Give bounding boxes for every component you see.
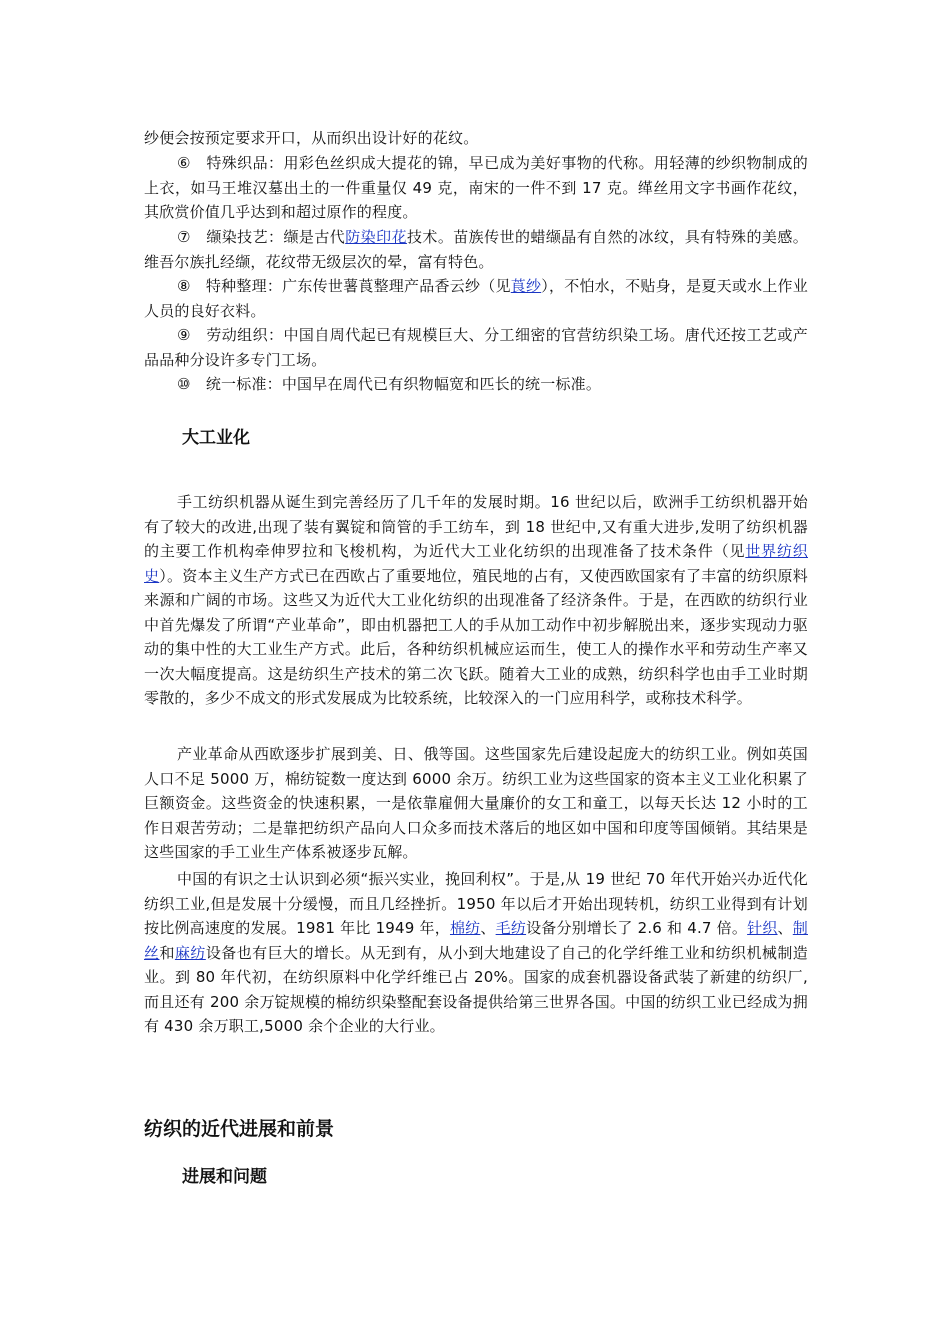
link-knitting[interactable]: 针织 [747, 919, 778, 937]
text: 中国的有识之士认识到必须“振兴实业，挽回利权”。于是,从 19 世纪 70 年代开始兴办近代化纺织工业,但是发展十分缓慢，而且几经挫折。1950 年以后才开始出现转机，纺织工业得到有计划按比例高速度的发展。1981 年比 1949 年， [144, 870, 808, 937]
link-cotton-spinning[interactable]: 棉纺 [449, 919, 481, 937]
section-heading-industrialization: 大工业化 [182, 428, 250, 448]
link-world-textile-history[interactable]: 世界纺织史 [144, 542, 808, 585]
link-wool-spinning[interactable]: 毛纺 [495, 919, 527, 937]
link-liang-sha[interactable]: 莨纱 [510, 277, 542, 295]
text: 设备也有巨大的增长。从无到有，从小到大地建设了自己的化学纤维工业和纺织机械制造业。到 80 年代初，在纺织原料中化学纤维已占 20%。国家的成套机器设备武装了新建的纺织厂,而且还有 200 余万锭规模的棉纺织染整配套设备提供给第三世界各国。中国的纺织工业已经成为拥有 430 余万职工,5000 余个企业的大行业。 [144, 943, 809, 1035]
link-silk-reeling[interactable]: 制丝 [144, 919, 808, 962]
text: 、 [480, 919, 496, 937]
link-resist-printing[interactable]: 防染印花 [345, 228, 407, 246]
paragraph-continuation [144, 126, 808, 151]
paragraph-industrialization-3 [144, 867, 808, 1039]
list-item-6-special-fabrics [144, 151, 808, 225]
text: 纱便会按预定要求开口，从而织出设计好的花纹。 [144, 129, 479, 147]
link-bast-spinning[interactable]: 麻纺 [174, 943, 206, 962]
text: ⑥ 特殊织品：用彩色丝织成大提花的锦，早已成为美好事物的代称。用轻薄的纱织物制成的上衣，如马王堆汉墓出土的一件重量仅 49 克，南宋的一件不到 17 克。缂丝用文字书画作花纹，其欣赏价值几乎达到和超过原作的程度。 [144, 154, 808, 221]
text: ）。资本主义生产方式已在西欧占了重要地位，殖民地的占有，又使西欧国家有了丰富的纺织原料来源和广阔的市场。这些又为近代大工业化纺织的出现准备了经济条件。于是，在西欧的纺织行业中首先爆发了所谓“产业革命”，即由机器把工人的手从加工动作中初步解脱出来，逐步实现动力驱动的集中性的大工业生产方式。此后，各种纺织机械应运而生，使工人的操作水平和劳动生产率又一次大幅度提高。这是纺织生产技术的第二次飞跃。随着大工业的成熟，纺织科学也由手工业时期零散的，多少不成文的形式发展成为比较系统，比较深入的一门应用科学，或称技术科学。 [144, 566, 808, 707]
text: 技术。苗族传世的蜡缬晶有自然的冰纹，具有特殊的美感。维吾尔族扎经缬，花纹带无级层次的晕，富有特色。 [144, 228, 808, 271]
text: 和 [159, 943, 175, 962]
text: ），不怕水，不贴身，是夏天或水上作业人员的良好衣料。 [144, 277, 808, 320]
text: ⑨ 劳动组织：中国自周代起已有规模巨大、分工细密的官营纺织染工场。唐代还按工艺或产品品种分设许多专门工场。 [144, 326, 808, 369]
paragraph-industrialization-1 [144, 490, 808, 711]
paragraph-industrialization-2 [144, 742, 808, 865]
list-item-7-dyeing [144, 225, 808, 274]
list-item-9-labor [144, 323, 808, 372]
text: 手工纺织机器从诞生到完善经历了几千年的发展时期。16 世纪以后，欧洲手工纺织机器开始有了较大的改进,出现了装有翼锭和筒管的手工纺车，到 18 世纪中,又有重大进步,发明了纺织机器的主要工作机构牵伸罗拉和飞梭机构，为近代大工业化纺织的出现准备了技术条件（见 [144, 493, 808, 560]
text: ⑦ 缬染技艺：缬是古代 [177, 228, 346, 246]
subsection-heading-progress-problems: 进展和问题 [182, 1167, 267, 1187]
text: ⑧ 特种整理：广东传世薯莨整理产品香云纱（见 [177, 277, 511, 295]
text: 产业革命从西欧逐步扩展到美、日、俄等国。这些国家先后建设起庞大的纺织工业。例如英国人口不足 5000 万，棉纺锭数一度达到 6000 余万。纺织工业为这些国家的资本主义工业化积累了巨额资金。这些资金的快速积累，一是依靠雇佣大量廉价的女工和童工，以每天长达 12 小时的工作日艰苦劳动；二是靠把纺织产品向人口众多而技术落后的地区如中国和印度等国倾销。其结果是这些国家的手工业生产体系被逐步瓦解。 [144, 745, 808, 861]
list-item-8-finishing [144, 274, 808, 323]
text: 、 [777, 919, 793, 937]
text: 设备分别增长了 2.6 和 4.7 倍。 [526, 919, 748, 937]
text: ⑩ 统一标准：中国早在周代已有织物幅宽和匹长的统一标准。 [177, 375, 602, 393]
section-heading-modern-progress: 纺织的近代进展和前景 [144, 1118, 335, 1140]
list-item-10-standards [144, 372, 808, 397]
